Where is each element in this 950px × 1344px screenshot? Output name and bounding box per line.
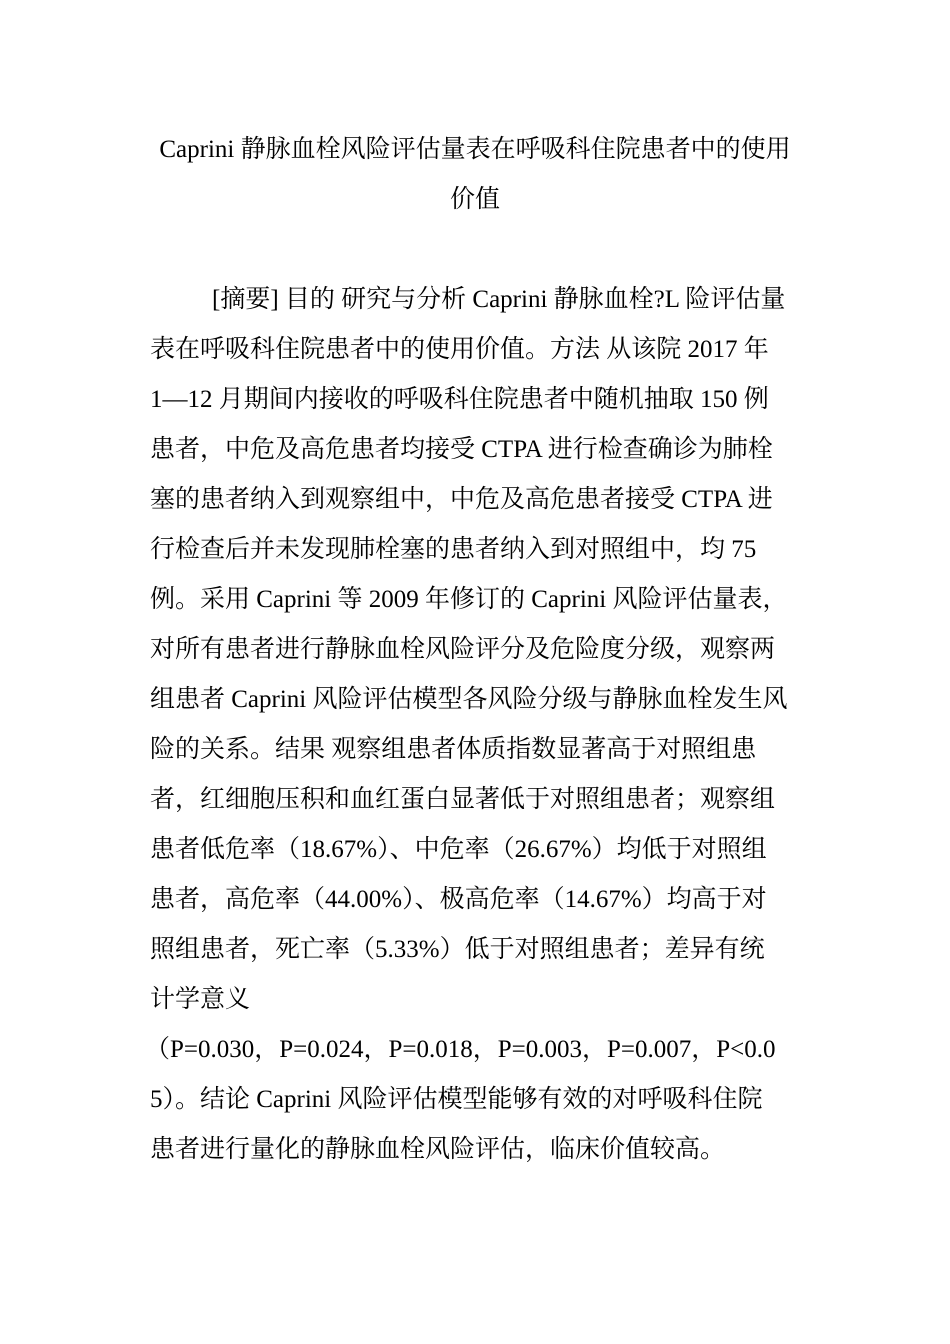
abstract-line-11: 者，红细胞压积和血红蛋白显著低于对照组患者；观察组 bbox=[150, 786, 776, 813]
abstract-line-14: 照组患者，死亡率（5.33%）低于对照组患者；差异有统 bbox=[150, 936, 765, 963]
abstract-line-1: [摘要] 目的 研究与分析 Caprini 静脉血栓?L 险评估量 bbox=[212, 286, 786, 313]
abstract-line-5: 塞的患者纳入到观察组中，中危及高危患者接受 CTPA 进 bbox=[150, 486, 773, 513]
abstract-line-8: 对所有患者进行静脉血栓风险评分及危险度分级，观察两 bbox=[150, 636, 776, 663]
abstract-line-4: 患者，中危及高危患者均接受 CTPA 进行检查确诊为肺栓 bbox=[150, 436, 773, 463]
document-title-line-2: 价值 bbox=[449, 186, 500, 213]
abstract-line-3: 1—12 月期间内接收的呼吸科住院患者中随机抽取 150 例 bbox=[150, 386, 769, 413]
abstract-line-12: 患者低危率（18.67%）、中危率（26.67%）均低于对照组 bbox=[150, 836, 767, 863]
abstract-line-6: 行检查后并未发现肺栓塞的患者纳入到对照组中，均 75 bbox=[150, 536, 757, 563]
abstract-line-18: 患者进行量化的静脉血栓风险评估，临床价值较高。 bbox=[150, 1136, 726, 1163]
document-title-line-1: Caprini 静脉血栓风险评估量表在呼吸科住院患者中的使用 bbox=[159, 136, 791, 163]
abstract-line-9: 组患者 Caprini 风险评估模型各风险分级与静脉血栓发生风 bbox=[150, 686, 788, 713]
abstract-line-13: 患者，高危率（44.00%）、极高危率（14.67%）均高于对 bbox=[150, 886, 767, 913]
abstract-line-17: 5）。结论 Caprini 风险评估模型能够有效的对呼吸科住院 bbox=[150, 1086, 763, 1113]
abstract-line-16: （P=0.030，P=0.024，P=0.018，P=0.003，P=0.007，P<0.0 bbox=[145, 1036, 776, 1063]
abstract-line-10: 险的关系。结果 观察组患者体质指数显著高于对照组患 bbox=[150, 736, 757, 763]
abstract-line-7: 例。采用 Caprini 等 2009 年修订的 Caprini 风险评估量表， bbox=[150, 586, 788, 613]
abstract-line-15: 计学意义 bbox=[150, 986, 251, 1013]
abstract-line-2: 表在呼吸科住院患者中的使用价值。方法 从该院 2017 年 bbox=[150, 336, 769, 363]
